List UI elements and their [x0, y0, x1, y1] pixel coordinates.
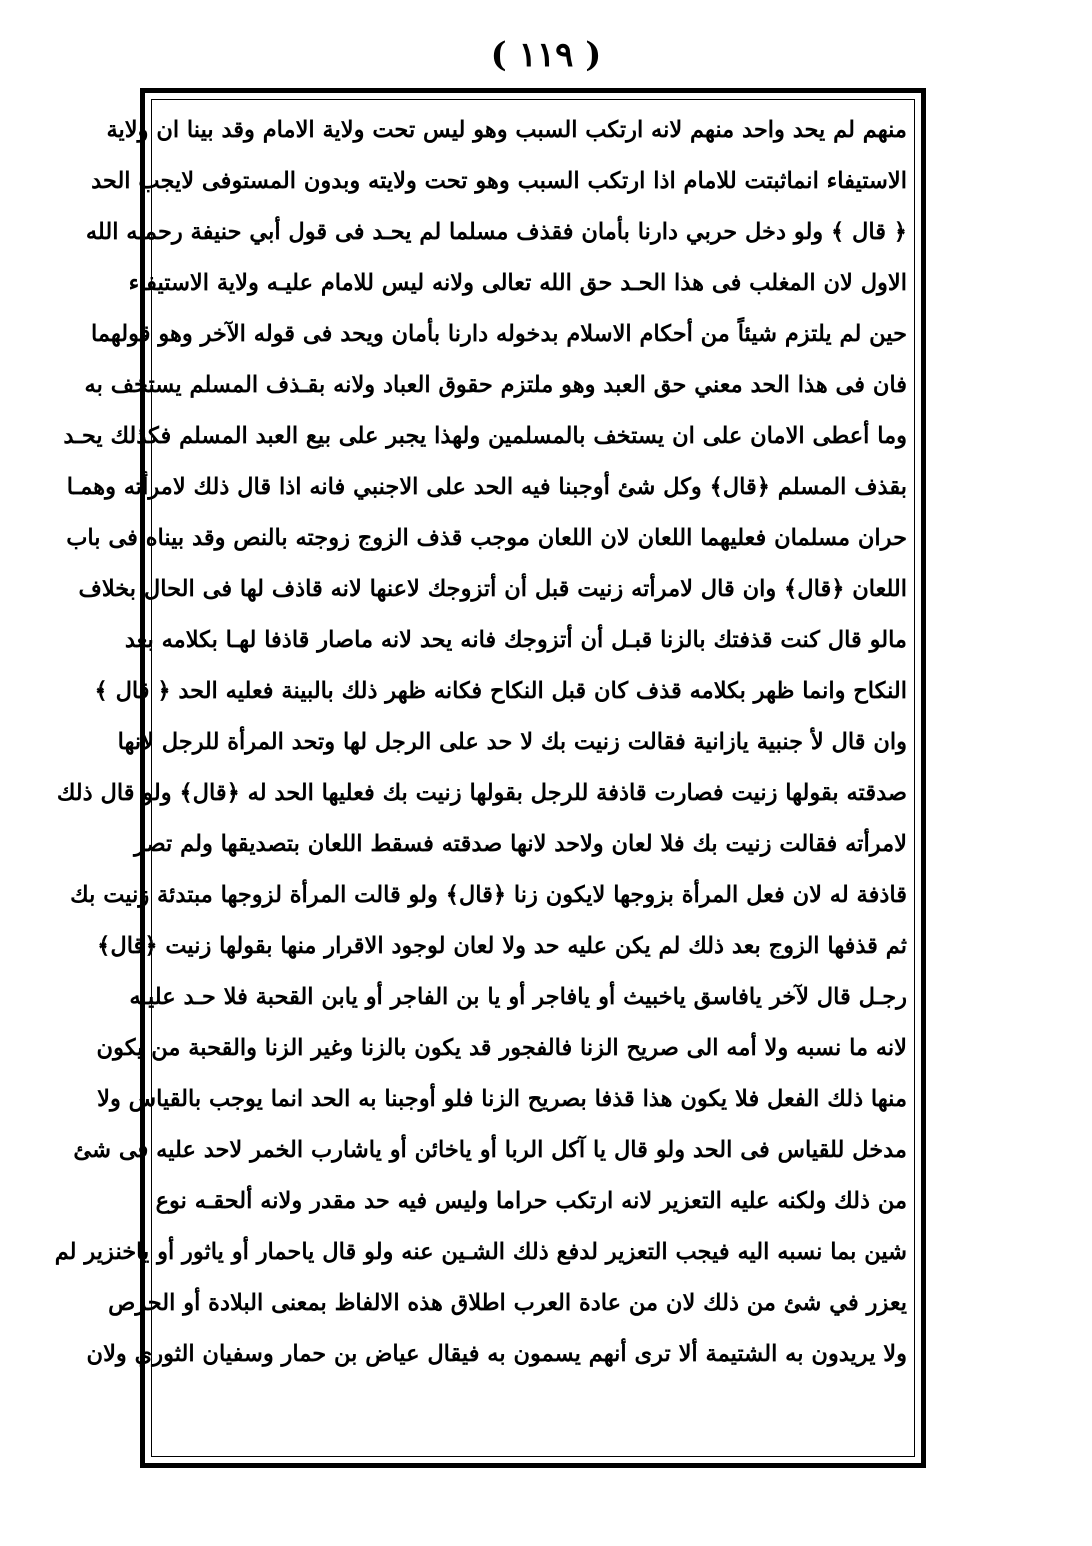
text-line: الاول لان المغلب فى هذا الحـد حق الله تعالى ولانه ليس للامام عليـه ولاية الاستيفاء — [128, 270, 907, 296]
text-line: يعزر في شئ من ذلك لان من عادة العرب اطلاق هذه الالفاظ بمعنى البلادة أو الحرص — [108, 1290, 907, 1316]
text-line: منها ذلك الفعل فلا يكون هذا قذفا بصريح الزنا فلو أوجبنا به الحد انما يوجب بالقياس ولا — [97, 1086, 907, 1112]
text-line: بقذف المسلم ﴿قال﴾ وكل شئ أوجبنا فيه الحد على الاجنبي فانه اذا قال ذلك لامرأته وهمـا — [66, 474, 907, 500]
text-line: صدقته بقولها زنيت فصارت قاذفة للرجل بقولها زنيت بك فعليها الحد له ﴿قال﴾ ولو قال ذلك — [56, 780, 907, 806]
text-line: رجـل قال لآخر يافاسق ياخبيث أو يافاجر أو يا بن الفاجر أو يابن القحبة فلا حـد عليـه — [129, 984, 907, 1010]
text-line: حران مسلمان فعليهما اللعان لان اللعان موجب قذف الزوج زوجته بالنص وقد بيناه فى باب — [66, 525, 907, 551]
text-line: ﴿ قال ﴾ ولو دخل حربي دارنا بأمان فقذف مسلما لم يحـد فى قول أبي حنيفة رحمـه الله — [85, 219, 907, 245]
text-line: الاستيفاء انماثبتت للامام اذا ارتكب السبب وهو تحت ولايته وبدون المستوفى لايجب الحد — [91, 168, 907, 194]
text-line: النكاح وانما ظهر بكلامه قذف كان قبل النكاح فكانه ظهر ذلك بالبينة فعليه الحد ﴿ قال ﴾ — [94, 678, 907, 704]
text-line: ولا يريدون به الشتيمة ألا ترى أنهم يسمون به فيقال عياض بن حمار وسفيان الثوري ولان — [86, 1341, 907, 1367]
text-line: مدخل للقياس فى الحد ولو قال يا آكل الربا أو ياخائن أو ياشارب الخمر لاحد عليه فى شئ — [73, 1137, 907, 1163]
text-line: فان فى هذا الحد معني حق العبد وهو ملتزم حقوق العباد ولانه بقـذف المسلم يستخف به — [84, 372, 907, 398]
text-line: لامرأته فقالت زنيت بك فلا لعان ولاحد لانها صدقته فسقط اللعان بتصديقها ولم تصر — [134, 831, 907, 857]
text-line: قاذفة له لان فعل المرأة بزوجها لايكون زنا ﴿قال﴾ ولو قالت المرأة لزوجها مبتدئة زنيت بك — [70, 882, 907, 908]
text-body — [54, 105, 907, 1451]
text-line: اللعان ﴿قال﴾ وان قال لامرأته زنيت قبل أن أتزوجك لاعنها لانه قاذف لها فى الحال بخلاف — [78, 576, 907, 602]
page-number: ( ١١٩ ) — [490, 35, 602, 75]
text-line: من ذلك ولكنه عليه التعزير لانه ارتكب حراما وليس فيه حد مقدر ولانه ألحقـه نوع — [155, 1188, 907, 1214]
text-line: ثم قذفها الزوج بعد ذلك لم يكن عليه حد ولا لعان لوجود الاقرار منها بقولها زنيت ﴿قال﴾ — [97, 933, 907, 959]
text-line: مالو قال كنت قذفتك بالزنا قبـل أن أتزوجك فانه يحد لانه ماصار قاذفا لهـا بكلامه بعد — [124, 627, 907, 653]
page-frame — [54, 88, 926, 1468]
text-line: وما أعطى الامان على ان يستخف بالمسلمين ولهذا يجبر على بيع العبد المسلم فكذلك يحـد — [63, 423, 907, 449]
text-line: شين بما نسبه اليه فيجب التعزير لدفع ذلك الشـين عنه ولو قال ياحمار أو ياثور أو ياخنزير لم — [54, 1239, 907, 1265]
text-line: منهم لم يحد واحد منهم لانه ارتكب السبب وهو ليس تحت ولاية الامام وقد بينا ان ولاية — [106, 117, 907, 143]
text-line: لانه ما نسبه ولا أمه الى صريح الزنا فالفجور قد يكون بالزنا وغير الزنا والقحبة من يكون — [96, 1035, 907, 1061]
text-line: وان قال لأ جنبية يازانية فقالت زنيت بك لا حد على الرجل لها وتحد المرأة للرجل لأنها — [117, 729, 907, 755]
text-line: حين لم يلتزم شيئاً من أحكام الاسلام بدخوله دارنا بأمان ويحد فى قوله الآخر وهو قولهما — [91, 321, 907, 347]
